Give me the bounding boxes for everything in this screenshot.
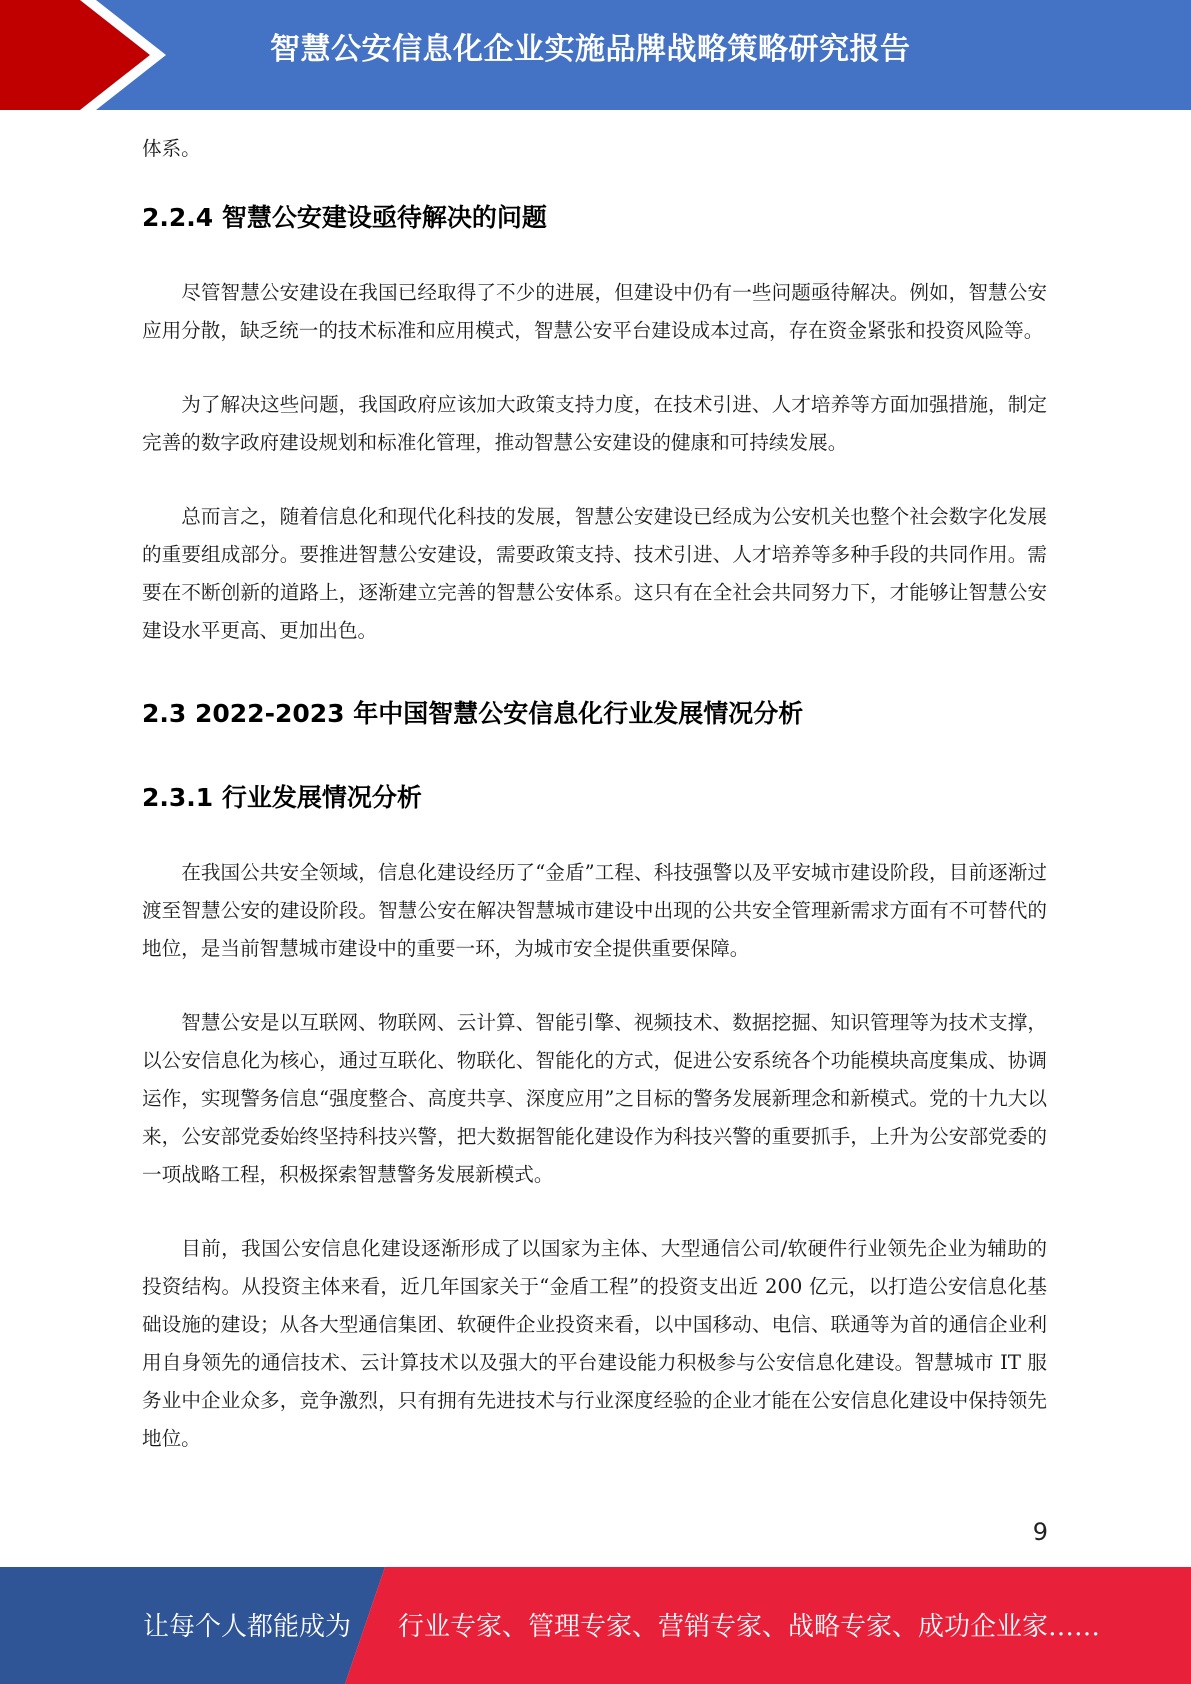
page-footer	[0, 1567, 1191, 1684]
paragraph-continuation: 体系。	[142, 137, 201, 160]
paragraph-investment-structure: 目前，我国公安信息化建设逐渐形成了以国家为主体、大型通信公司/软硬件行业领先企业为辅助的投资结构。从投资主体来看，近几年国家关于“金盾工程”的投资支出近 200 亿元，以打造公安信息化基础设施的建设；从各大型通信集团、软硬件企业投资来看，以中国移动、电信、联通等为首的通信企业利用自身领先的通信技术、云计算技术以及强大的平台建设能力积极参与公安信息化建设。智慧城市 IT 服务业中企业众多，竞争激烈，只有拥有先进技术与行业深度经验的企业才能在公安信息化建设中保持领先地位。	[142, 1237, 1047, 1450]
page-number: 9	[1032, 1518, 1048, 1546]
header-chevron-shape	[0, 0, 260, 110]
footer-slogan-right: 行业专家、管理专家、营销专家、战略专家、成功企业家……	[398, 1612, 1101, 1642]
paragraph-industry-stages: 在我国公共安全领域，信息化建设经历了“金盾”工程、科技强警以及平安城市建设阶段，目前逐渐过渡至智慧公安的建设阶段。智慧公安在解决智慧城市建设中出现的公共安全管理新需求方面有不可替代的地位，是当前智慧城市建设中的重要一环，为城市安全提供重要保障。	[142, 861, 1047, 960]
page-header	[0, 0, 1191, 110]
section-heading-2-2-4: 2.2.4 智慧公安建设亟待解决的问题	[142, 203, 547, 232]
report-body	[142, 130, 1047, 1458]
paragraph-problems: 尽管智慧公安建设在我国已经取得了不少的进展，但建设中仍有一些问题亟待解决。例如，智慧公安应用分散，缺乏统一的技术标准和应用模式，智慧公安平台建设成本过高，存在资金紧张和投资风险等。	[142, 281, 1047, 342]
paragraph-smart-police-definition: 智慧公安是以互联网、物联网、云计算、智能引擎、视频技术、数据挖掘、知识管理等为技术支撑，以公安信息化为核心，通过互联化、物联化、智能化的方式，促进公安系统各个功能模块高度集成、协调运作，实现警务信息“强度整合、高度共享、深度应用”之目标的警务发展新理念和新模式。党的十九大以来，公安部党委始终坚持科技兴警，把大数据智能化建设作为科技兴警的重要抓手，上升为公安部党委的一项战略工程，积极探索智慧警务发展新模式。	[142, 1011, 1047, 1186]
header-title: 智慧公安信息化企业实施品牌战略策略研究报告	[270, 32, 911, 67]
footer-slogan-left: 让每个人都能成为	[143, 1612, 352, 1642]
section-heading-2-3-1: 2.3.1 行业发展情况分析	[142, 783, 422, 812]
section-heading-2-3: 2.3 2022-2023 年中国智慧公安信息化行业发展情况分析	[142, 699, 804, 728]
paragraph-summary: 总而言之，随着信息化和现代化科技的发展，智慧公安建设已经成为公安机关也整个社会数字化发展的重要组成部分。要推进智慧公安建设，需要政策支持、技术引进、人才培养等多种手段的共同作用。需要在不断创新的道路上，逐渐建立完善的智慧公安体系。这只有在全社会共同努力下，才能够让智慧公安建设水平更高、更加出色。	[142, 505, 1047, 642]
paragraph-solutions: 为了解决这些问题，我国政府应该加大政策支持力度，在技术引进、人才培养等方面加强措施，制定完善的数字政府建设规划和标准化管理，推动智慧公安建设的健康和可持续发展。	[142, 393, 1047, 454]
